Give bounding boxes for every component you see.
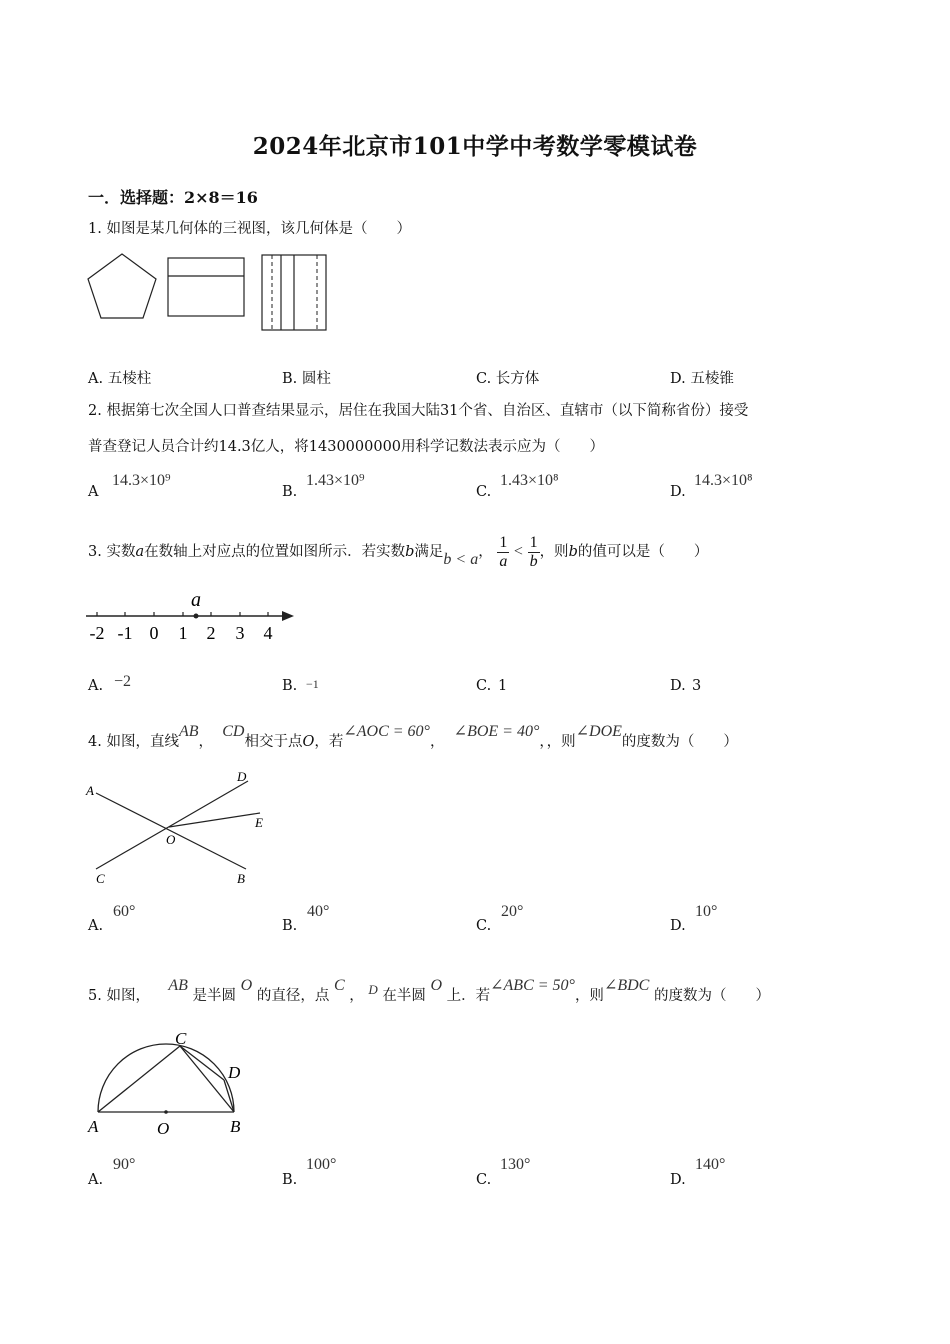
q4-text: ， [429, 734, 445, 750]
q3-option-c-label[interactable]: C. [476, 678, 492, 694]
q1-three-view-figure [82, 248, 332, 334]
q3-fraction-1-over-a [497, 534, 509, 571]
q3-var-b: b [568, 544, 578, 560]
q5-text: 上．若 [446, 988, 491, 1004]
point-a-marker [194, 614, 199, 619]
q3-option-d-value: 3 [692, 678, 702, 694]
q3-option-c-value: 1 [498, 678, 508, 694]
q5-circle-o: O [430, 977, 442, 994]
chord-cd [180, 1046, 224, 1080]
q5-angle-abc: ∠ABC = 50° [490, 977, 575, 994]
q5-option-c-label[interactable]: C. [476, 1172, 492, 1188]
tick-label: 1 [178, 623, 188, 643]
label-e: E [255, 815, 263, 830]
q5-option-b-label[interactable]: B. [282, 1172, 298, 1188]
ray-oe [169, 813, 260, 827]
q2-option-b-label[interactable]: B. [282, 484, 298, 500]
tick-label: -1 [117, 623, 133, 643]
q4-text: ， [539, 734, 547, 750]
q5-option-a-value: 90° [113, 1156, 136, 1173]
label-c: C [96, 871, 105, 886]
fraction-denominator: b [529, 552, 538, 570]
q2-stem-line1: 2. 根据第七次全国人口普查结果显示，居住在我国大陆31个省、自治区、直辖市（以下简称省份）接受 [88, 403, 749, 419]
q3-option-d-label[interactable]: D. [670, 678, 686, 694]
q3-text: 在数轴上对应点的位置如图所示．若实数 [144, 544, 406, 560]
q4-option-b-label[interactable]: B. [282, 918, 298, 934]
q4-text: 相交于点 [244, 734, 303, 750]
q3-option-a-value: −2 [114, 673, 132, 690]
q5-point-c: C [333, 977, 345, 994]
q5-option-a-label[interactable]: A. [88, 1172, 104, 1188]
q3-var-b: b [405, 544, 415, 560]
tick-label: 2 [206, 623, 216, 643]
q1-option-b[interactable]: B. 圆柱 [282, 371, 331, 387]
fraction-numerator: 1 [529, 533, 538, 551]
q5-option-d-label[interactable]: D. [670, 1172, 686, 1188]
q5-text: 在半圆 [382, 988, 426, 1004]
q2-option-d-value: 14.3×10⁸ [694, 472, 753, 489]
q1-option-c[interactable]: C. 长方体 [476, 371, 540, 387]
q2-option-c-label[interactable]: C. [476, 484, 492, 500]
q5-text: 5. 如图， [88, 988, 150, 1004]
q4-option-b-value: 40° [307, 903, 330, 920]
q4-option-d-value: 10° [695, 903, 718, 920]
label-b: B [237, 871, 245, 886]
q1-option-d[interactable]: D. 五棱锥 [670, 371, 734, 387]
q5-semicircle-figure [82, 1028, 262, 1140]
chord-ac [98, 1046, 180, 1112]
q4-text: 的度数为（ ） [621, 734, 738, 750]
label-c: C [175, 1029, 187, 1048]
q5-stem [88, 964, 770, 1018]
q3-less-than: < [513, 543, 523, 560]
q4-line-cd: CD [222, 723, 245, 740]
q4-point-o: O [302, 734, 315, 750]
q4-angle-doe: ∠DOE [575, 723, 622, 740]
q3-option-a-label[interactable]: A. [88, 678, 104, 694]
q4-angle-boe: ∠BOE = 40° [453, 723, 540, 740]
q4-text: ，若 [314, 734, 344, 750]
q3-text: 3. 实数 [88, 544, 136, 560]
label-a: A [88, 1117, 99, 1136]
q3-text: 满足 [414, 544, 444, 560]
fraction-numerator: 1 [499, 533, 508, 551]
q3-condition: b < a [443, 551, 479, 568]
semicircle-arc [98, 1044, 234, 1112]
q3-stem [88, 532, 708, 580]
q2-option-c-value: 1.43×10⁸ [500, 472, 559, 489]
q5-option-c-value: 130° [500, 1156, 531, 1173]
q1-stem: 1. 如图是某几何体的三视图，该几何体是（ ） [88, 221, 411, 237]
label-d: D [237, 769, 247, 784]
q4-stem [88, 710, 738, 764]
q5-option-d-value: 140° [695, 1156, 726, 1173]
q5-text: 的度数为（ ） [653, 988, 770, 1004]
center-o-marker [164, 1110, 168, 1114]
q5-text: ，则 [574, 988, 604, 1004]
label-b: B [230, 1117, 241, 1136]
q4-line-ab: AB [178, 723, 199, 740]
label-a: A [86, 783, 94, 798]
q5-option-b-value: 100° [306, 1156, 337, 1173]
q4-text: ， [198, 734, 213, 750]
label-o: O [157, 1119, 170, 1138]
q2-stem-line2: 普查登记人员合计约14.3亿人，将1430000000用科学记数法表示应为（ ） [88, 439, 605, 455]
section-heading: 一．选择题：2×8＝16 [88, 188, 258, 207]
q1-option-a[interactable]: A. 五棱柱 [88, 371, 152, 387]
label-o: O [166, 832, 176, 847]
q5-circle-o: O [240, 977, 253, 994]
q4-option-c-value: 20° [501, 903, 524, 920]
q4-option-d-label[interactable]: D. [670, 918, 686, 934]
line-ab [96, 793, 246, 869]
q2-option-d-label[interactable]: D. [670, 484, 686, 500]
label-d: D [228, 1063, 241, 1082]
q4-option-a-label[interactable]: A. [88, 918, 104, 934]
q3-fraction-1-over-b [528, 534, 540, 571]
q4-text: 4. 如图，直线 [88, 734, 179, 750]
pentagon-view [88, 254, 156, 318]
q5-text: ， [349, 988, 364, 1004]
tick-label: 4 [263, 623, 273, 643]
front-view-rect [168, 258, 244, 316]
tick-label: 3 [235, 623, 245, 643]
point-a-label: a [191, 589, 201, 611]
q2-option-b-value: 1.43×10⁹ [306, 472, 365, 489]
q4-option-a-value: 60° [113, 903, 136, 920]
q5-point-d: D [368, 982, 378, 997]
q5-diameter-ab: AB [168, 977, 188, 994]
tick-label: 0 [149, 623, 159, 643]
q3-text: ， [478, 544, 493, 560]
q5-text: 的直径，点 [256, 988, 330, 1004]
q2-option-a-value: 14.3×10⁹ [112, 472, 171, 489]
q3-number-line [82, 586, 302, 648]
fraction-denominator: a [499, 552, 508, 570]
line-cd [96, 781, 248, 869]
q2-option-a-label[interactable]: A [88, 484, 99, 500]
q4-text: ，则 [546, 734, 576, 750]
tick-label: -2 [89, 623, 105, 643]
q3-var-a: a [135, 544, 145, 560]
q3-text: 的值可以是（ ） [577, 544, 709, 560]
q4-angle-aoc: ∠AOC = 60° [343, 723, 430, 740]
q3-text: ，则 [539, 544, 569, 560]
axis-arrow-icon [282, 611, 294, 621]
q3-option-b-value: −1 [306, 677, 319, 691]
q3-option-b-label[interactable]: B. [282, 678, 298, 694]
q5-angle-bdc: ∠BDC [603, 977, 650, 994]
q4-intersecting-lines-figure [82, 765, 282, 890]
q4-option-c-label[interactable]: C. [476, 918, 492, 934]
page-title: 2024年北京市101中学中考数学零模试卷 [252, 133, 698, 160]
q5-text: 是半圆 [192, 988, 237, 1004]
